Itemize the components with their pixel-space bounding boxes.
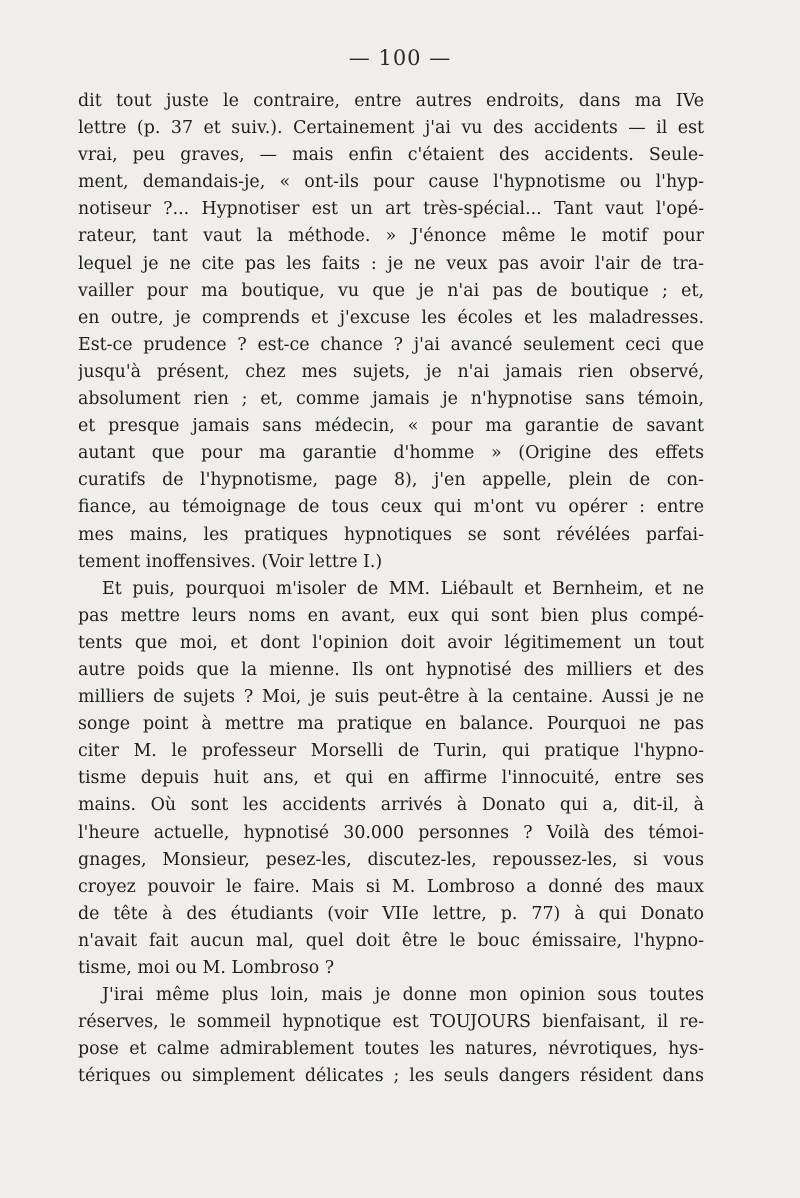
text-line: J'irai même plus loin, mais je donne mon opinion sous toutes [102, 985, 704, 1006]
text-line: ment, demandais-je, « ont-ils pour cause l'hypnotisme ou l'hyp- [78, 172, 704, 193]
text-line: mains. Où sont les accidents arrivés à Donato qui a, dit-il, à [78, 795, 704, 816]
text-line: tents que moi, et dont l'opinion doit avoir légitimement un tout [78, 632, 704, 653]
text-line: absolument rien ; et, comme jamais je n'hypnotise sans témoin, [78, 389, 704, 410]
page-number: — 100 — [348, 46, 452, 70]
text-line: l'heure actuelle, hypnotisé 30.000 personnes ? Voilà des témoi- [78, 822, 704, 843]
text-line: et presque jamais sans médecin, « pour ma garantie de savant [78, 416, 704, 437]
text-line: curatifs de l'hypnotisme, page 8), j'en appelle, plein de con- [78, 470, 704, 491]
paragraph-2 [78, 576, 704, 982]
text-line: gnages, Monsieur, pesez-les, discutez-les, repoussez-les, si vous [78, 849, 704, 870]
text-line: citer M. le professeur Morselli de Turin, qui pratique l'hypno- [78, 741, 704, 762]
text-line: lequel je ne cite pas les faits : je ne veux pas avoir l'air de tra- [78, 253, 704, 274]
paragraph-3 [78, 982, 704, 1090]
text-line: tisme depuis huit ans, et qui en affirme l'innocuité, entre ses [78, 768, 704, 789]
text-line: mes mains, les pratiques hypnotiques se sont révélées parfai- [78, 524, 704, 545]
text-line: Et puis, pourquoi m'isoler de MM. Liébault et Bernheim, et ne [102, 578, 704, 599]
text-line: vrai, peu graves, — mais enfin c'étaient des accidents. Seule- [78, 145, 704, 166]
text-line: croyez pouvoir le faire. Mais si M. Lombroso a donné des maux [78, 876, 704, 897]
body-text [78, 88, 704, 1090]
text-line: vailler pour ma boutique, vu que je n'ai pas de boutique ; et, [78, 280, 704, 301]
text-line: autre poids que la mienne. Ils ont hypnotisé des milliers et des [78, 659, 704, 680]
text-line: notiseur ?... Hypnotiser est un art très-spécial... Tant vaut l'opé- [78, 199, 704, 220]
text-line: fiance, au témoignage de tous ceux qui m'ont vu opérer : entre [78, 497, 704, 518]
text-line: n'avait fait aucun mal, quel doit être le bouc émissaire, l'hypno- [78, 930, 704, 951]
text-line: autant que pour ma garantie d'homme » (Origine des effets [78, 443, 704, 464]
paragraph-1 [78, 88, 704, 576]
text-line: pose et calme admirablement toutes les natures, névrotiques, hys- [78, 1039, 704, 1060]
text-line: tement inoffensives. (Voir lettre I.) [78, 551, 383, 572]
text-line: milliers de sujets ? Moi, je suis peut-être à la centaine. Aussi je ne [78, 687, 704, 708]
text-line: en outre, je comprends et j'excuse les écoles et les maladresses. [78, 307, 704, 328]
text-line: tisme, moi ou M. Lombroso ? [78, 958, 335, 978]
text-line: Est-ce prudence ? est-ce chance ? j'ai avancé seulement ceci que [78, 334, 704, 355]
text-line: jusqu'à présent, chez mes sujets, je n'ai jamais rien observé, [78, 361, 704, 382]
text-line: rateur, tant vaut la méthode. » J'énonce même le motif pour [78, 226, 704, 247]
text-line: lettre (p. 37 et suiv.). Certainement j'ai vu des accidents — il est [78, 118, 704, 139]
text-line: dit tout juste le contraire, entre autres endroits, dans ma IVe [78, 91, 704, 111]
text-line: pas mettre leurs noms en avant, eux qui sont bien plus compé- [78, 605, 704, 626]
text-line: songe point à mettre ma pratique en balance. Pourquoi ne pas [78, 714, 704, 735]
text-line: réserves, le sommeil hypnotique est TOUJOURS bienfaisant, il re- [78, 1012, 704, 1033]
text-line: tériques ou simplement délicates ; les seuls dangers résident dans [78, 1066, 704, 1087]
text-line: de tête à des étudiants (voir VIIe lettre, p. 77) à qui Donato [78, 903, 704, 924]
